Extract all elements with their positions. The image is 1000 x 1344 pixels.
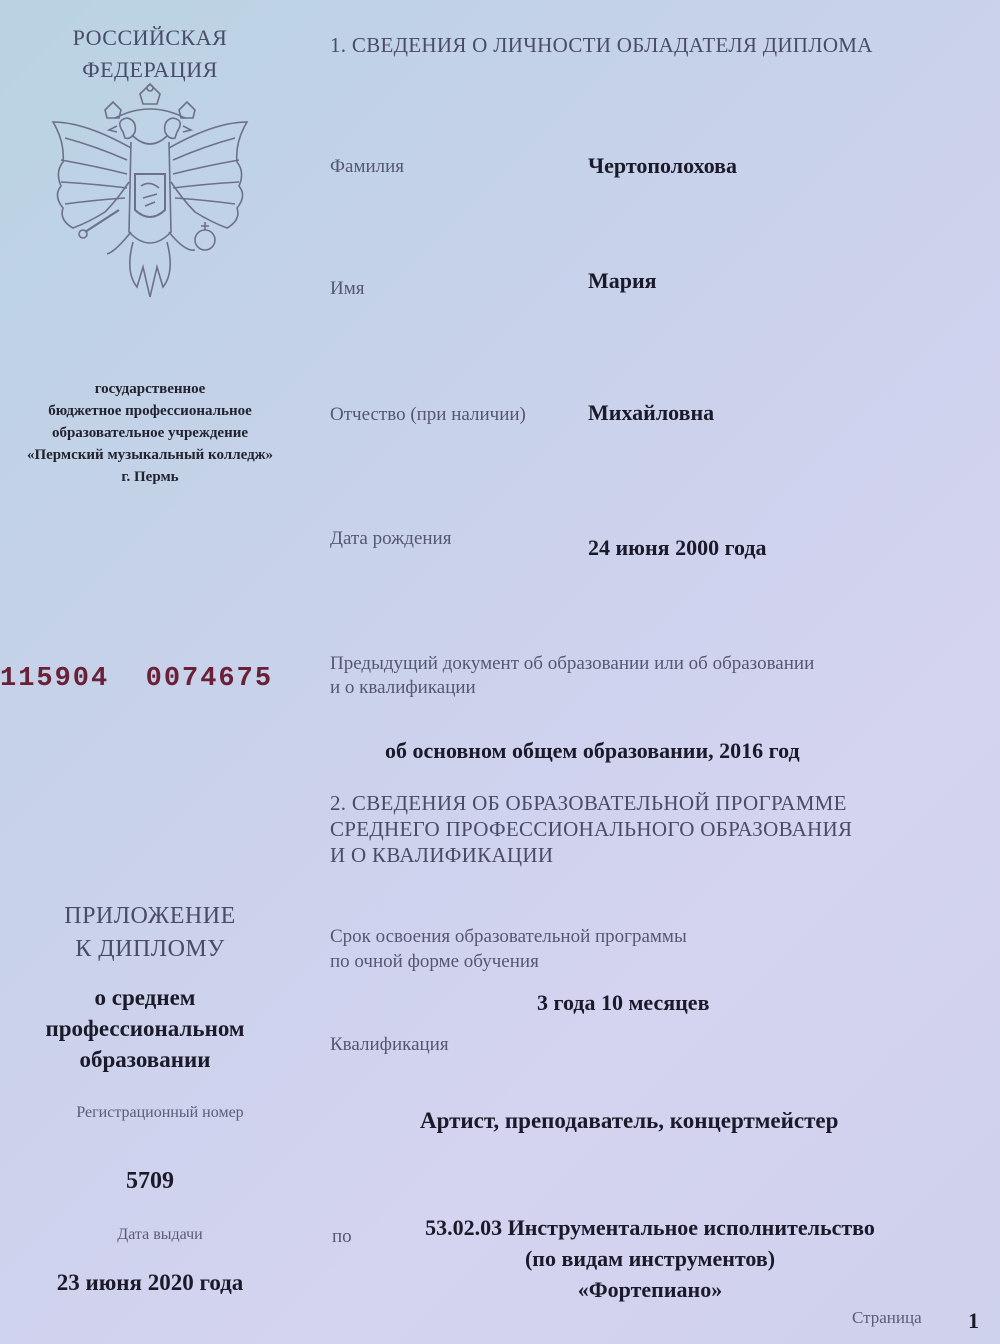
institution-line3: образовательное учреждение [51, 425, 249, 441]
surname-value: Чертополохова [588, 153, 738, 178]
reg-number: 5709 [126, 1168, 174, 1194]
program-line2: (по видам инструментов) [524, 1246, 776, 1271]
institution-line1: государственное [94, 381, 206, 397]
term-label-line1: Срок освоения образовательной программы [330, 926, 687, 947]
program-line3: «Фортепиано» [577, 1277, 723, 1302]
institution-name [0, 378, 300, 488]
state-title-line2: ФЕДЕРАЦИЯ [82, 57, 218, 82]
reg-number-label: Регистрационный номер [76, 1104, 244, 1121]
section2-title-line3: И О КВАЛИФИКАЦИИ [330, 843, 554, 867]
state-title-line1: РОССИЙСКАЯ [72, 25, 228, 50]
section2-title [330, 790, 950, 868]
name-value: Мария [588, 268, 657, 293]
surname-label: Фамилия [330, 156, 405, 177]
qualification-value: Артист, преподаватель, концертмейстер [420, 1108, 839, 1133]
appendix-title-line1: ПРИЛОЖЕНИЕ [64, 903, 236, 929]
issue-date-label: Дата выдачи [117, 1226, 203, 1243]
term-label [330, 924, 850, 974]
birthdate-value: 24 июня 2000 года [588, 535, 767, 560]
appendix-sub-line2: профессиональном [45, 1016, 245, 1041]
issue-date: 23 июня 2020 года [56, 1270, 244, 1295]
page-number: 1 [968, 1308, 979, 1333]
program-prefix: по [332, 1226, 352, 1247]
appendix-subtitle [10, 982, 280, 1075]
qualification-label: Квалификация [330, 1034, 449, 1055]
page-label: Страница [852, 1308, 922, 1327]
name-label: Имя [330, 278, 365, 299]
section2-title-line2: СРЕДНЕГО ПРОФЕССИОНАЛЬНОГО ОБРАЗОВАНИЯ [330, 817, 853, 841]
prev-doc-label [330, 652, 970, 700]
patronymic-value: Михайловна [588, 400, 715, 425]
section2-title-line1: 2. СВЕДЕНИЯ ОБ ОБРАЗОВАТЕЛЬНОЙ ПРОГРАММЕ [330, 791, 847, 815]
russian-coat-of-arms-icon [45, 82, 255, 307]
appendix-title [40, 900, 260, 966]
program-value [380, 1212, 920, 1305]
term-value: 3 года 10 месяцев [537, 990, 710, 1015]
appendix-sub-line1: о среднем [94, 985, 196, 1010]
program-line1: 53.02.03 Инструментальное исполнительство [425, 1215, 875, 1240]
appendix-title-line2: К ДИПЛОМУ [75, 936, 225, 962]
prev-doc-label-line2: и о квалификации [330, 677, 476, 698]
birthdate-label: Дата рождения [330, 528, 452, 549]
prev-doc-label-line1: Предыдущий документ об образовании или об образовании [330, 653, 815, 674]
appendix-sub-line3: образовании [79, 1047, 211, 1072]
institution-line2: бюджетное профессиональное [48, 403, 252, 419]
prev-doc-value: об основном общем образовании, 2016 год [385, 738, 800, 763]
section1-title: 1. СВЕДЕНИЯ О ЛИЧНОСТИ ОБЛАДАТЕЛЯ ДИПЛОМА [330, 33, 873, 57]
patronymic-label: Отчество (при наличии) [330, 404, 526, 425]
term-label-line2: по очной форме обучения [330, 951, 539, 972]
serial-number: 115904 0074675 [0, 664, 274, 694]
institution-line5: г. Пермь [121, 469, 179, 485]
state-title [40, 22, 260, 86]
institution-line4: «Пермский музыкальный колледж» [26, 447, 274, 463]
